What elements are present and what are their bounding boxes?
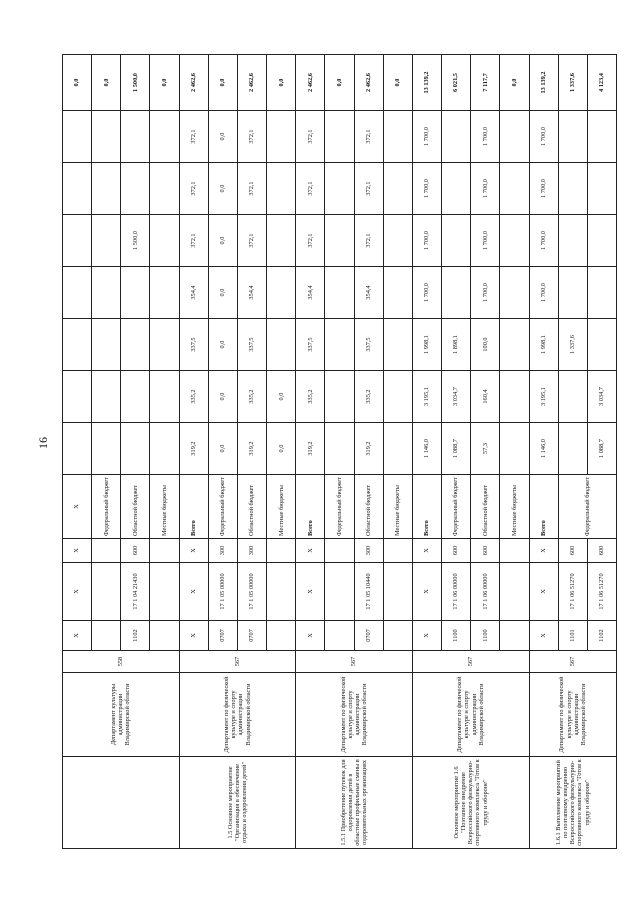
table-cell: X	[296, 621, 325, 651]
table-cell: 0,0	[208, 55, 237, 111]
table-cell: Всего	[529, 475, 558, 539]
table-cell: Местные бюджеты	[267, 475, 296, 539]
table-cell: Федеральный бюджет	[92, 475, 121, 539]
table-cell: 337,5	[354, 319, 383, 371]
table-cell: 1 998,1	[412, 319, 441, 371]
table-cell: X	[179, 563, 208, 621]
table-cell: 0,0	[150, 55, 179, 111]
table-cell: 0,0	[267, 423, 296, 475]
table-cell: 300	[208, 539, 237, 563]
table-cell: 17 1 06 00000	[471, 563, 500, 621]
table-cell	[558, 267, 587, 319]
table-cell: 0,0	[63, 55, 92, 111]
table-cell: 0,0	[325, 55, 354, 111]
table-cell: 13 139,2	[412, 55, 441, 111]
table-cell: Областной бюджет	[354, 475, 383, 539]
table-cell: 372,1	[296, 111, 325, 163]
table-cell: 1.5.1 Приобретение путевок для оздоровления детей в областные профильные смены в оздоровительных организациях	[296, 757, 413, 849]
table-cell: X	[179, 621, 208, 651]
table-cell	[92, 267, 121, 319]
table-cell	[383, 371, 412, 423]
table-cell: Департамент по физической культуре и спорту администрации Владимирской области	[529, 673, 616, 757]
table-cell: 1 146,0	[412, 423, 441, 475]
table-cell: 337,5	[179, 319, 208, 371]
table-cell: 1 700,0	[412, 163, 441, 215]
table-cell: 17 1 05 00000	[237, 563, 266, 621]
table-cell	[63, 371, 92, 423]
table-cell	[325, 563, 354, 621]
table-cell: Основное мероприятие 1.6 "Поэтапное внедрение Всероссийского физкультурно-спортивного комплекса "Готов к труду и обороне"	[412, 757, 529, 849]
table-cell	[325, 111, 354, 163]
table-cell: Департамент по физической культуре и спорту администрации Владимирской области	[179, 673, 296, 757]
table-cell: 2 462,6	[237, 55, 266, 111]
table-cell: 2 462,6	[296, 55, 325, 111]
table-cell: 6 021,5	[442, 55, 471, 111]
table-cell: 600	[558, 539, 587, 563]
table-cell: 354,4	[237, 267, 266, 319]
table-cell	[325, 267, 354, 319]
table-cell: Федеральный бюджет	[442, 475, 471, 539]
table-cell: X	[412, 539, 441, 563]
table-cell	[63, 163, 92, 215]
table-cell: 372,1	[237, 215, 266, 267]
table-cell: X	[296, 563, 325, 621]
table-cell: 1100	[442, 621, 471, 651]
table-cell	[150, 563, 179, 621]
table-cell: 0,0	[500, 55, 529, 111]
table-cell: 1 337,6	[558, 319, 587, 371]
table-cell	[150, 163, 179, 215]
table-row	[296, 55, 325, 849]
table-cell: Областной бюджет	[121, 475, 150, 539]
table-cell	[500, 621, 529, 651]
table-cell	[325, 215, 354, 267]
table-cell: 2 462,6	[179, 55, 208, 111]
table-cell: Федеральный бюджет	[558, 475, 616, 539]
table-cell	[150, 423, 179, 475]
table-cell	[325, 539, 354, 563]
table-cell: 600	[121, 539, 150, 563]
table-cell: 1 700,0	[529, 267, 558, 319]
table-cell: Областной бюджет	[471, 475, 500, 539]
table-cell: 17 1 06 00000	[442, 563, 471, 621]
table-cell: 337,5	[237, 319, 266, 371]
table-cell: X	[179, 539, 208, 563]
table-cell: 1 500,0	[121, 55, 150, 111]
table-cell	[267, 539, 296, 563]
table-cell: 57,3	[471, 423, 500, 475]
table-cell	[587, 111, 616, 163]
table-cell: 1 700,0	[471, 163, 500, 215]
table-cell	[500, 163, 529, 215]
table-cell: 160,4	[471, 371, 500, 423]
table-cell	[587, 163, 616, 215]
table-cell: 4 123,4	[587, 55, 616, 111]
table-cell: 0,0	[208, 163, 237, 215]
table-cell: 3 034,7	[587, 371, 616, 423]
table-cell	[383, 621, 412, 651]
table-cell	[121, 371, 150, 423]
table-cell	[121, 319, 150, 371]
table-cell: 0,0	[383, 55, 412, 111]
table-cell: X	[63, 539, 92, 563]
table-cell: 319,2	[237, 423, 266, 475]
table-cell	[92, 563, 121, 621]
table-cell: 1 088,7	[442, 423, 471, 475]
table-cell: 2 462,6	[354, 55, 383, 111]
table-cell	[92, 371, 121, 423]
table-cell: 17 1 06 51270	[587, 563, 616, 621]
table-cell	[500, 371, 529, 423]
table-cell: 335,2	[237, 371, 266, 423]
table-cell: 1 700,0	[471, 267, 500, 319]
table-cell: 354,4	[179, 267, 208, 319]
table-cell: 1 088,7	[587, 423, 616, 475]
table-cell: 1101	[558, 621, 587, 651]
table-row	[179, 55, 208, 849]
table-cell	[150, 621, 179, 651]
table-cell	[63, 423, 92, 475]
table-cell: 372,1	[237, 163, 266, 215]
table-cell	[383, 267, 412, 319]
table-cell: 567	[412, 651, 529, 673]
table-cell: 1 700,0	[529, 215, 558, 267]
table-cell: 319,2	[354, 423, 383, 475]
table-cell	[92, 621, 121, 651]
table-cell: Федеральный бюджет	[325, 475, 354, 539]
table-cell: 300	[354, 539, 383, 563]
table-cell: 1 700,0	[412, 111, 441, 163]
table-cell: 567	[296, 651, 413, 673]
table-cell	[383, 539, 412, 563]
table-cell	[267, 215, 296, 267]
table-cell: 1 700,0	[529, 111, 558, 163]
table-cell: 372,1	[179, 111, 208, 163]
table-row	[412, 55, 441, 849]
table-cell: 372,1	[354, 163, 383, 215]
table-cell	[383, 163, 412, 215]
table-cell: 319,2	[179, 423, 208, 475]
table-cell	[63, 215, 92, 267]
table-cell	[383, 215, 412, 267]
table-cell	[92, 215, 121, 267]
table-cell: X	[412, 621, 441, 651]
table-cell: Местные бюджеты	[383, 475, 412, 539]
table-cell: X	[63, 621, 92, 651]
table-cell: 1 500,0	[121, 215, 150, 267]
table-cell: Местные бюджеты	[500, 475, 529, 539]
table-cell: Всего	[296, 475, 325, 539]
table-cell	[121, 163, 150, 215]
table-cell	[500, 423, 529, 475]
table-cell: 558	[63, 651, 180, 673]
table-cell	[587, 319, 616, 371]
table-row	[63, 55, 92, 849]
table-cell: 17 1 05 10440	[354, 563, 383, 621]
rotated-table-frame	[62, 55, 616, 849]
table-cell	[500, 319, 529, 371]
table-cell: X	[63, 475, 92, 539]
table-cell: 567	[529, 651, 616, 673]
table-cell: 1.6.1 Выполнение мероприятий по поэтапному внедрению Всероссийского физкультурно-спортивного комплекса "Готов к труду и обороне"	[529, 757, 616, 849]
table-cell: 7 117,7	[471, 55, 500, 111]
table-cell: 0,0	[208, 319, 237, 371]
table-cell: X	[412, 563, 441, 621]
table-cell: 3 034,7	[442, 371, 471, 423]
table-cell: 0707	[354, 621, 383, 651]
table-cell	[63, 267, 92, 319]
table-cell: 0,0	[208, 215, 237, 267]
table-cell: 1102	[121, 621, 150, 651]
table-cell	[587, 215, 616, 267]
table-cell: Федеральный бюджет	[208, 475, 237, 539]
table-cell	[500, 215, 529, 267]
table-cell	[92, 319, 121, 371]
table-cell: 372,1	[179, 215, 208, 267]
table-cell: Департамент по физической культуре и спорту администрации Владимирской области	[296, 673, 413, 757]
table-cell	[325, 319, 354, 371]
table-cell: 372,1	[179, 163, 208, 215]
table-cell: 0,0	[208, 423, 237, 475]
table-cell	[325, 621, 354, 651]
table-cell: 17 1 04 21430	[121, 563, 150, 621]
table-cell: Департамент культуры администрации Владимирской области	[63, 673, 180, 757]
table-cell: 600	[442, 539, 471, 563]
table-cell	[325, 423, 354, 475]
table-cell	[121, 267, 150, 319]
table-cell	[500, 539, 529, 563]
table-cell	[150, 539, 179, 563]
budget-table	[62, 54, 617, 849]
table-cell	[558, 163, 587, 215]
table-cell	[442, 163, 471, 215]
table-cell: 13 139,2	[529, 55, 558, 111]
table-cell	[267, 563, 296, 621]
table-body	[63, 55, 617, 849]
table-row	[529, 55, 558, 849]
table-cell: 300	[237, 539, 266, 563]
table-cell	[267, 621, 296, 651]
table-cell: 1 998,1	[529, 319, 558, 371]
table-cell	[150, 267, 179, 319]
table-cell: 0,0	[267, 371, 296, 423]
table-cell	[325, 163, 354, 215]
table-cell	[63, 111, 92, 163]
table-cell	[587, 267, 616, 319]
table-cell: 600	[587, 539, 616, 563]
table-cell: 0,0	[208, 267, 237, 319]
table-cell: 372,1	[354, 111, 383, 163]
table-cell: 337,5	[296, 319, 325, 371]
table-cell: X	[529, 563, 558, 621]
table-cell: 372,1	[354, 215, 383, 267]
table-cell: 3 195,1	[412, 371, 441, 423]
table-cell	[383, 563, 412, 621]
table-cell	[150, 371, 179, 423]
table-cell: 0,0	[92, 55, 121, 111]
table-cell: 1 700,0	[471, 111, 500, 163]
table-cell: 0,0	[208, 111, 237, 163]
table-cell: 100,0	[471, 319, 500, 371]
table-cell	[325, 371, 354, 423]
table-cell	[267, 163, 296, 215]
table-cell: 319,2	[296, 423, 325, 475]
table-cell: Департамент по физической культуре и спорту администрации Владимирской области	[412, 673, 529, 757]
table-cell	[383, 111, 412, 163]
table-cell	[150, 111, 179, 163]
table-cell	[121, 423, 150, 475]
table-cell: 1102	[587, 621, 616, 651]
table-cell: 1100	[471, 621, 500, 651]
table-cell: 0707	[208, 621, 237, 651]
table-cell	[92, 111, 121, 163]
table-cell: 0707	[237, 621, 266, 651]
table-cell: Местные бюджеты	[150, 475, 179, 539]
table-cell: 0,0	[267, 55, 296, 111]
table-cell	[92, 539, 121, 563]
table-cell: 335,2	[354, 371, 383, 423]
table-cell: 567	[179, 651, 296, 673]
table-cell	[92, 423, 121, 475]
table-cell: 1 700,0	[529, 163, 558, 215]
table-cell: 1.5 Основное мероприятие "Организация в обеспечение отдыха и оздоровления детей"	[179, 757, 296, 849]
page-number: 16	[36, 437, 50, 449]
table-cell: X	[529, 539, 558, 563]
table-cell: 1 898,1	[442, 319, 471, 371]
table-cell	[150, 215, 179, 267]
table-cell	[383, 319, 412, 371]
table-cell: X	[529, 621, 558, 651]
table-cell	[121, 111, 150, 163]
table-cell	[500, 111, 529, 163]
table-cell	[558, 423, 587, 475]
table-cell: 1 700,0	[471, 215, 500, 267]
table-cell: 1 337,6	[558, 55, 587, 111]
table-cell	[500, 267, 529, 319]
table-cell: 354,4	[296, 267, 325, 319]
table-cell: 3 195,1	[529, 371, 558, 423]
table-cell	[267, 111, 296, 163]
table-cell: 372,1	[237, 111, 266, 163]
table-cell: 17 1 05 00000	[208, 563, 237, 621]
table-cell	[63, 319, 92, 371]
table-cell: Всего	[412, 475, 441, 539]
table-cell	[500, 563, 529, 621]
table-cell: 354,4	[354, 267, 383, 319]
table-cell: Всего	[179, 475, 208, 539]
table-cell	[150, 319, 179, 371]
table-cell	[442, 111, 471, 163]
table-cell	[267, 319, 296, 371]
table-cell: 17 1 06 51270	[558, 563, 587, 621]
table-cell	[442, 215, 471, 267]
table-cell	[92, 163, 121, 215]
table-cell: 1 700,0	[412, 267, 441, 319]
table-cell	[558, 111, 587, 163]
table-cell: X	[63, 563, 92, 621]
table-cell	[558, 371, 587, 423]
table-cell: 335,2	[296, 371, 325, 423]
table-cell: 0,0	[208, 371, 237, 423]
table-cell	[383, 423, 412, 475]
table-cell	[267, 267, 296, 319]
table-cell: X	[296, 539, 325, 563]
table-cell	[442, 267, 471, 319]
table-cell: Областной бюджет	[237, 475, 266, 539]
table-cell	[63, 757, 180, 849]
table-cell	[558, 215, 587, 267]
table-cell: 1 700,0	[412, 215, 441, 267]
table-cell: 600	[471, 539, 500, 563]
table-cell: 372,1	[296, 215, 325, 267]
table-cell: 1 146,0	[529, 423, 558, 475]
table-cell: 335,2	[179, 371, 208, 423]
table-cell: 372,1	[296, 163, 325, 215]
